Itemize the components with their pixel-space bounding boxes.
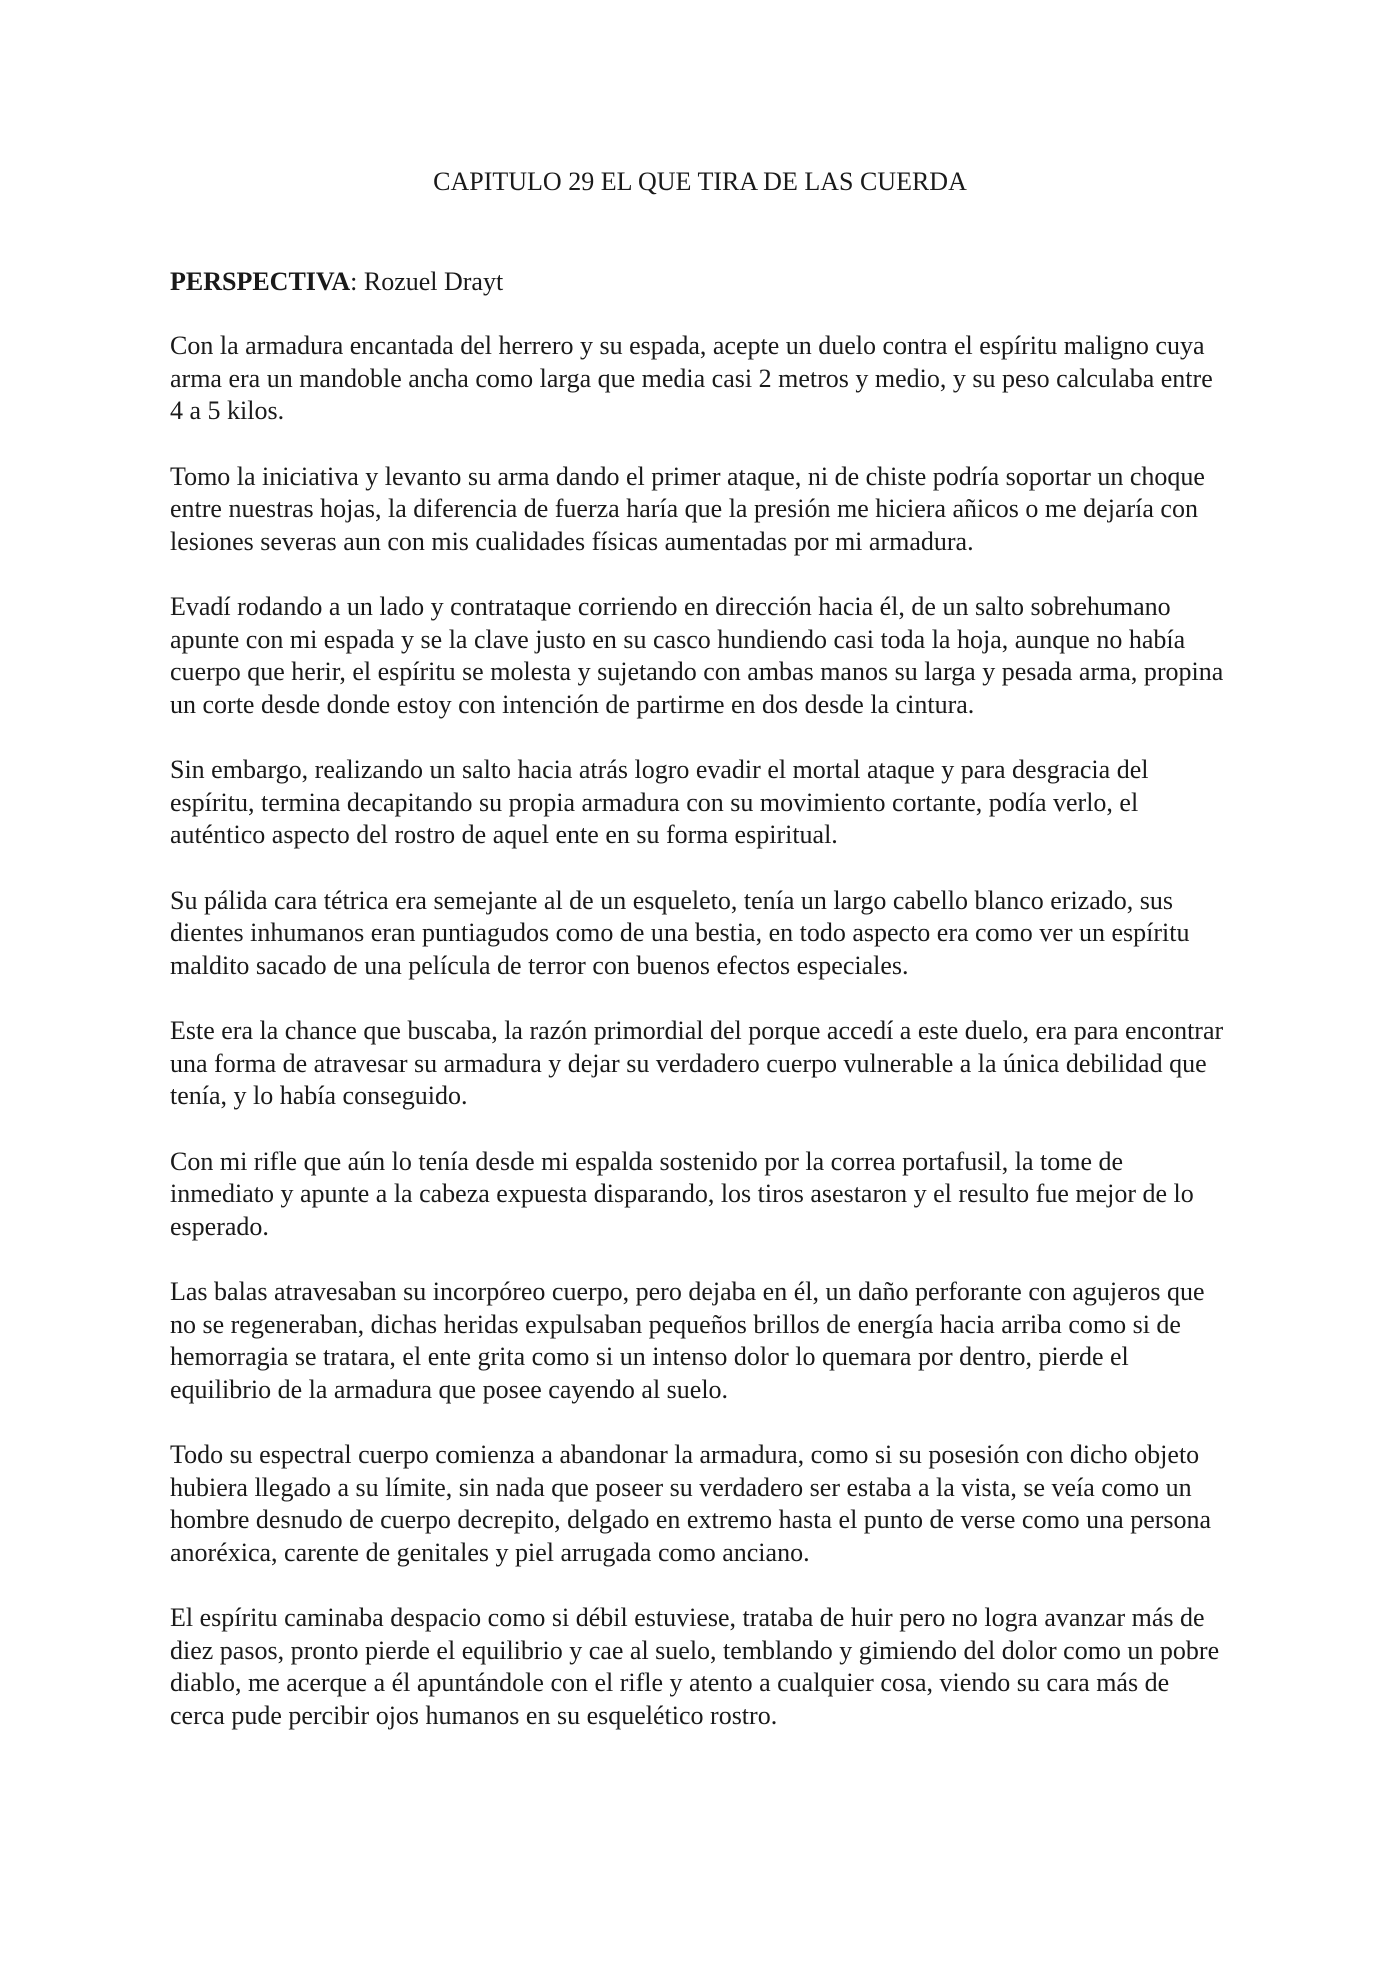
paragraph: El espíritu caminaba despacio como si débil estuviese, trataba de huir pero no logra avanzar más de diez pasos, pronto pierde el equilibrio y cae al suelo, temblando y gimiendo del dolor como un pobre diablo, me acerque a él apuntándole con el rifle y atento a cualquier cosa, viendo su cara más de cerca pude percibir ojos humanos en su esquelético rostro. [170, 1603, 1220, 1730]
paragraph: Las balas atravesaban su incorpóreo cuerpo, pero dejaba en él, un daño perforante con agujeros que no se regeneraban, dichas heridas expulsaban pequeños brillos de energía hacia arriba como si de hemorragia se tratara, el ente grita como si un intenso dolor lo quemara por dentro, pierde el equilibrio de la armadura que posee cayendo al suelo. [170, 1277, 1205, 1404]
perspective-label: PERSPECTIVA [170, 267, 351, 296]
perspective-line [170, 266, 503, 298]
paragraph: Tomo la iniciativa y levanto su arma dando el primer ataque, ni de chiste podría soportar un choque entre nuestras hojas, la diferencia de fuerza haría que la presión me hiciera añicos o me dejaría con lesiones severas aun con mis cualidades físicas aumentadas por mi armadura. [170, 461, 1205, 556]
paragraph: Evadí rodando a un lado y contrataque corriendo en dirección hacia él, de un salto sobrehumano apunte con mi espada y se la clave justo en su casco hundiendo casi toda la hoja, aunque no había cuerpo que herir, el espíritu se molesta y sujetando con ambas manos su larga y pesada arma, propina un corte desde donde estoy con intención de partirme en dos desde la cintura. [170, 592, 1224, 719]
paragraph: Su pálida cara tétrica era semejante al de un esqueleto, tenía un largo cabello blanco erizado, sus dientes inhumanos eran puntiagudos como de una bestia, en todo aspecto era como ver un espíritu maldito sacado de una película de terror con buenos efectos especiales. [170, 885, 1190, 980]
paragraph: Sin embargo, realizando un salto hacia atrás logro evadir el mortal ataque y para desgracia del espíritu, termina decapitando su propia armadura con su movimiento cortante, podía verlo, el auténtico aspecto del rostro de aquel ente en su forma espiritual. [170, 755, 1149, 849]
chapter-title: CAPITULO 29 EL QUE TIRA DE LAS CUERDA [433, 167, 967, 196]
paragraph: Con mi rifle que aún lo tenía desde mi espalda sostenido por la correa portafusil, la tome de inmediato y apunte a la cabeza expuesta disparando, los tiros asestaron y el resulto fue mejor de lo esperado. [170, 1146, 1194, 1241]
paragraph: Con la armadura encantada del herrero y su espada, acepte un duelo contra el espíritu maligno cuya arma era un mandoble ancha como larga que media casi 2 metros y medio, y su peso calculaba entre 4 a 5 kilos. [170, 331, 1213, 425]
perspective-value: : Rozuel Drayt [350, 267, 504, 296]
paragraph: Este era la chance que buscaba, la razón primordial del porque accedí a este duelo, era para encontrar una forma de atravesar su armadura y dejar su verdadero cuerpo vulnerable a la única debilidad que tenía, y lo había conseguido. [170, 1016, 1224, 1110]
body-text [170, 330, 1230, 1765]
paragraph: Todo su espectral cuerpo comienza a abandonar la armadura, como si su posesión con dicho objeto hubiera llegado a su límite, sin nada que poseer su verdadero ser estaba a la vista, se veía como un hombre desnudo de cuerpo decrepito, delgado en extremo hasta el punto de verse como una persona anoréxica, carente de genitales y piel arrugada como anciano. [170, 1440, 1212, 1567]
